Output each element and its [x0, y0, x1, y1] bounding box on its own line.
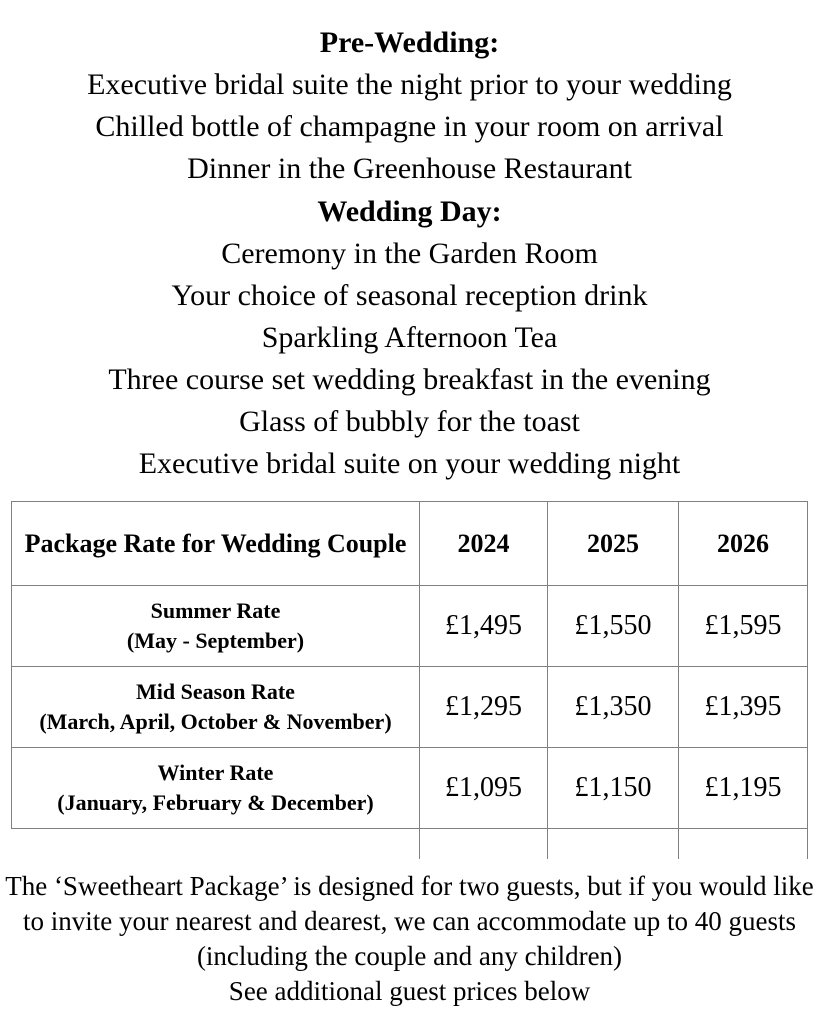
table-row [12, 748, 808, 829]
wedding-day-item: Sparkling Afternoon Tea [261, 321, 558, 354]
empty-price-2026 [679, 829, 808, 860]
rate-price-2025: £1,550 [548, 586, 679, 667]
table-header-year-2025: 2025 [548, 502, 679, 586]
pre-wedding-section [0, 22, 819, 190]
empty-label-cell [12, 829, 420, 860]
wedding-day-item: Glass of bubbly for the toast [239, 405, 580, 438]
wedding-day-item: Your choice of seasonal reception drink [171, 279, 648, 312]
table-header-year-2026: 2026 [679, 502, 808, 586]
rate-label-months: (March, April, October & November) [39, 709, 392, 734]
rate-price-2024: £1,095 [420, 748, 548, 829]
wedding-day-item: Ceremony in the Garden Room [221, 237, 598, 270]
table-row-empty [12, 829, 808, 860]
rate-price-2024: £1,295 [420, 667, 548, 748]
rate-price-2026: £1,595 [679, 586, 808, 667]
rate-label-cell [12, 667, 420, 748]
rate-label-primary: Mid Season Rate [136, 679, 295, 704]
pre-wedding-item: Chilled bottle of champagne in your room on arrival [95, 110, 724, 143]
package-note-line: See additional guest prices below [228, 976, 591, 1006]
pre-wedding-heading: Pre-Wedding: [319, 26, 500, 59]
rate-price-2025: £1,350 [548, 667, 679, 748]
package-rate-table-container [11, 501, 807, 859]
rate-label-cell [12, 748, 420, 829]
wedding-day-item: Executive bridal suite on your wedding night [138, 447, 681, 480]
wedding-day-heading: Wedding Day: [317, 195, 502, 228]
wedding-day-section [0, 191, 819, 485]
rate-label-primary: Winter Rate [157, 760, 274, 785]
package-note-line: The ‘Sweetheart Package’ is designed for two guests, but if you would like [5, 871, 814, 901]
rate-label-cell [12, 586, 420, 667]
empty-price-2024 [420, 829, 548, 860]
rate-price-2026: £1,195 [679, 748, 808, 829]
rate-price-2026: £1,395 [679, 667, 808, 748]
empty-price-2025 [548, 829, 679, 860]
package-note-section [0, 869, 819, 1009]
package-rate-table [11, 501, 808, 859]
rate-price-2025: £1,150 [548, 748, 679, 829]
table-row [12, 667, 808, 748]
table-row [12, 586, 808, 667]
package-note-line: to invite your nearest and dearest, we can accommodate up to 40 guests [23, 906, 796, 936]
rate-label-primary: Summer Rate [150, 598, 281, 623]
package-note-line: (including the couple and any children) [196, 941, 623, 971]
pre-wedding-item: Executive bridal suite the night prior to your wedding [87, 68, 732, 101]
rate-label-months: (January, February & December) [57, 790, 374, 815]
table-header-year-2024: 2024 [420, 502, 548, 586]
pre-wedding-item: Dinner in the Greenhouse Restaurant [187, 152, 632, 185]
wedding-day-item: Three course set wedding breakfast in the evening [108, 363, 711, 396]
rate-price-2024: £1,495 [420, 586, 548, 667]
table-header-package-rate: Package Rate for Wedding Couple [12, 502, 420, 586]
table-header-row [12, 502, 808, 586]
rate-label-months: (May - September) [126, 628, 305, 653]
